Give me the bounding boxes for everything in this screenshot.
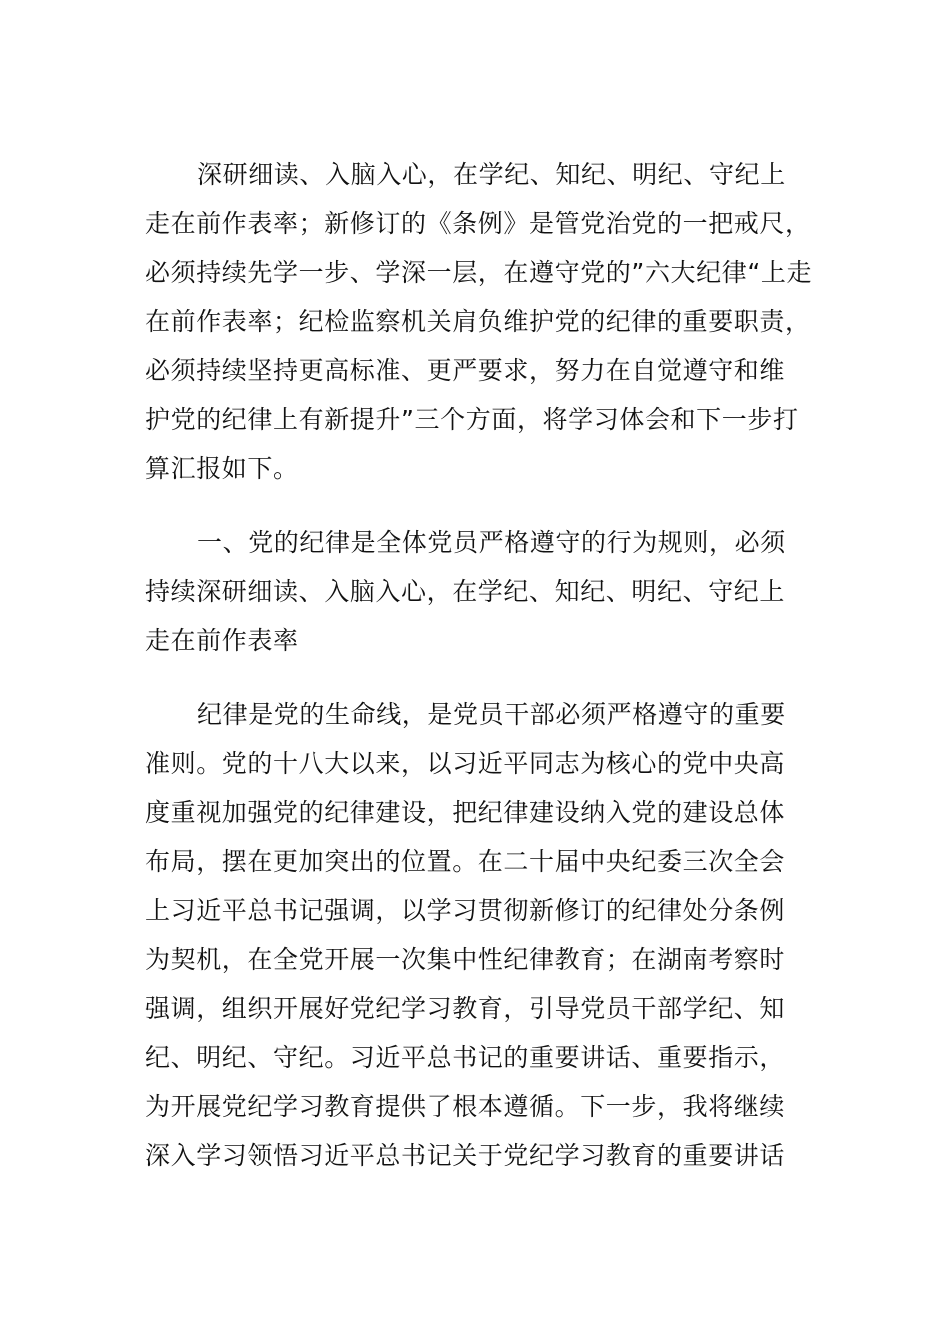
text-line: 准则。党的十八大以来，以习近平同志为核心的党中央高 (145, 749, 786, 778)
paragraph-spacer (145, 665, 805, 690)
text-line: 强调，组织开展好党纪学习教育，引导党员干部学纪、知 (145, 994, 786, 1023)
text-line: 走在前作表率 (145, 626, 299, 655)
text-line: 深研细读、入脑入心，在学纪、知纪、明纪、守纪上 (197, 160, 786, 189)
text-line: 护党的纪律上有新提升”三个方面，将学习体会和下一步打 (145, 405, 799, 434)
document-page (145, 150, 813, 1180)
intro-paragraph (145, 150, 813, 493)
text-line: 为契机，在全党开展一次集中性纪律教育；在湖南考察时 (145, 945, 786, 974)
text-line: 上习近平总书记强调，以学习贯彻新修订的纪律处分条例 (145, 896, 786, 925)
text-line: 纪律是党的生命线，是党员干部必须严格遵守的重要 (197, 700, 786, 729)
text-line: 为开展党纪学习教育提供了根本遵循。下一步，我将继续 (145, 1092, 786, 1121)
text-line: 在前作表率；纪检监察机关肩负维护党的纪律的重要职责， (145, 307, 811, 336)
text-line: 算汇报如下。 (145, 454, 299, 483)
text-line: 度重视加强党的纪律建设，把纪律建设纳入党的建设总体 (145, 798, 786, 827)
paragraph-spacer (145, 493, 805, 518)
text-line: 一、党的纪律是全体党员严格遵守的行为规则，必须 (197, 528, 786, 557)
text-line: 纪、明纪、守纪。习近平总书记的重要讲话、重要指示， (145, 1043, 786, 1072)
text-line: 深入学习领悟习近平总书记关于党纪学习教育的重要讲话 (145, 1141, 786, 1170)
body-paragraph (145, 690, 805, 1180)
section-heading (145, 518, 805, 665)
text-line: 布局，摆在更加突出的位置。在二十届中央纪委三次全会 (145, 847, 786, 876)
text-line: 持续深研细读、入脑入心，在学纪、知纪、明纪、守纪上 (145, 577, 786, 606)
text-line: 必须持续坚持更高标准、更严要求，努力在自觉遵守和维 (145, 356, 786, 385)
text-line: 必须持续先学一步、学深一层，在遵守党的”六大纪律“上走 (145, 258, 813, 287)
text-line: 走在前作表率；新修订的《条例》是管党治党的一把戒尺， (145, 209, 811, 238)
